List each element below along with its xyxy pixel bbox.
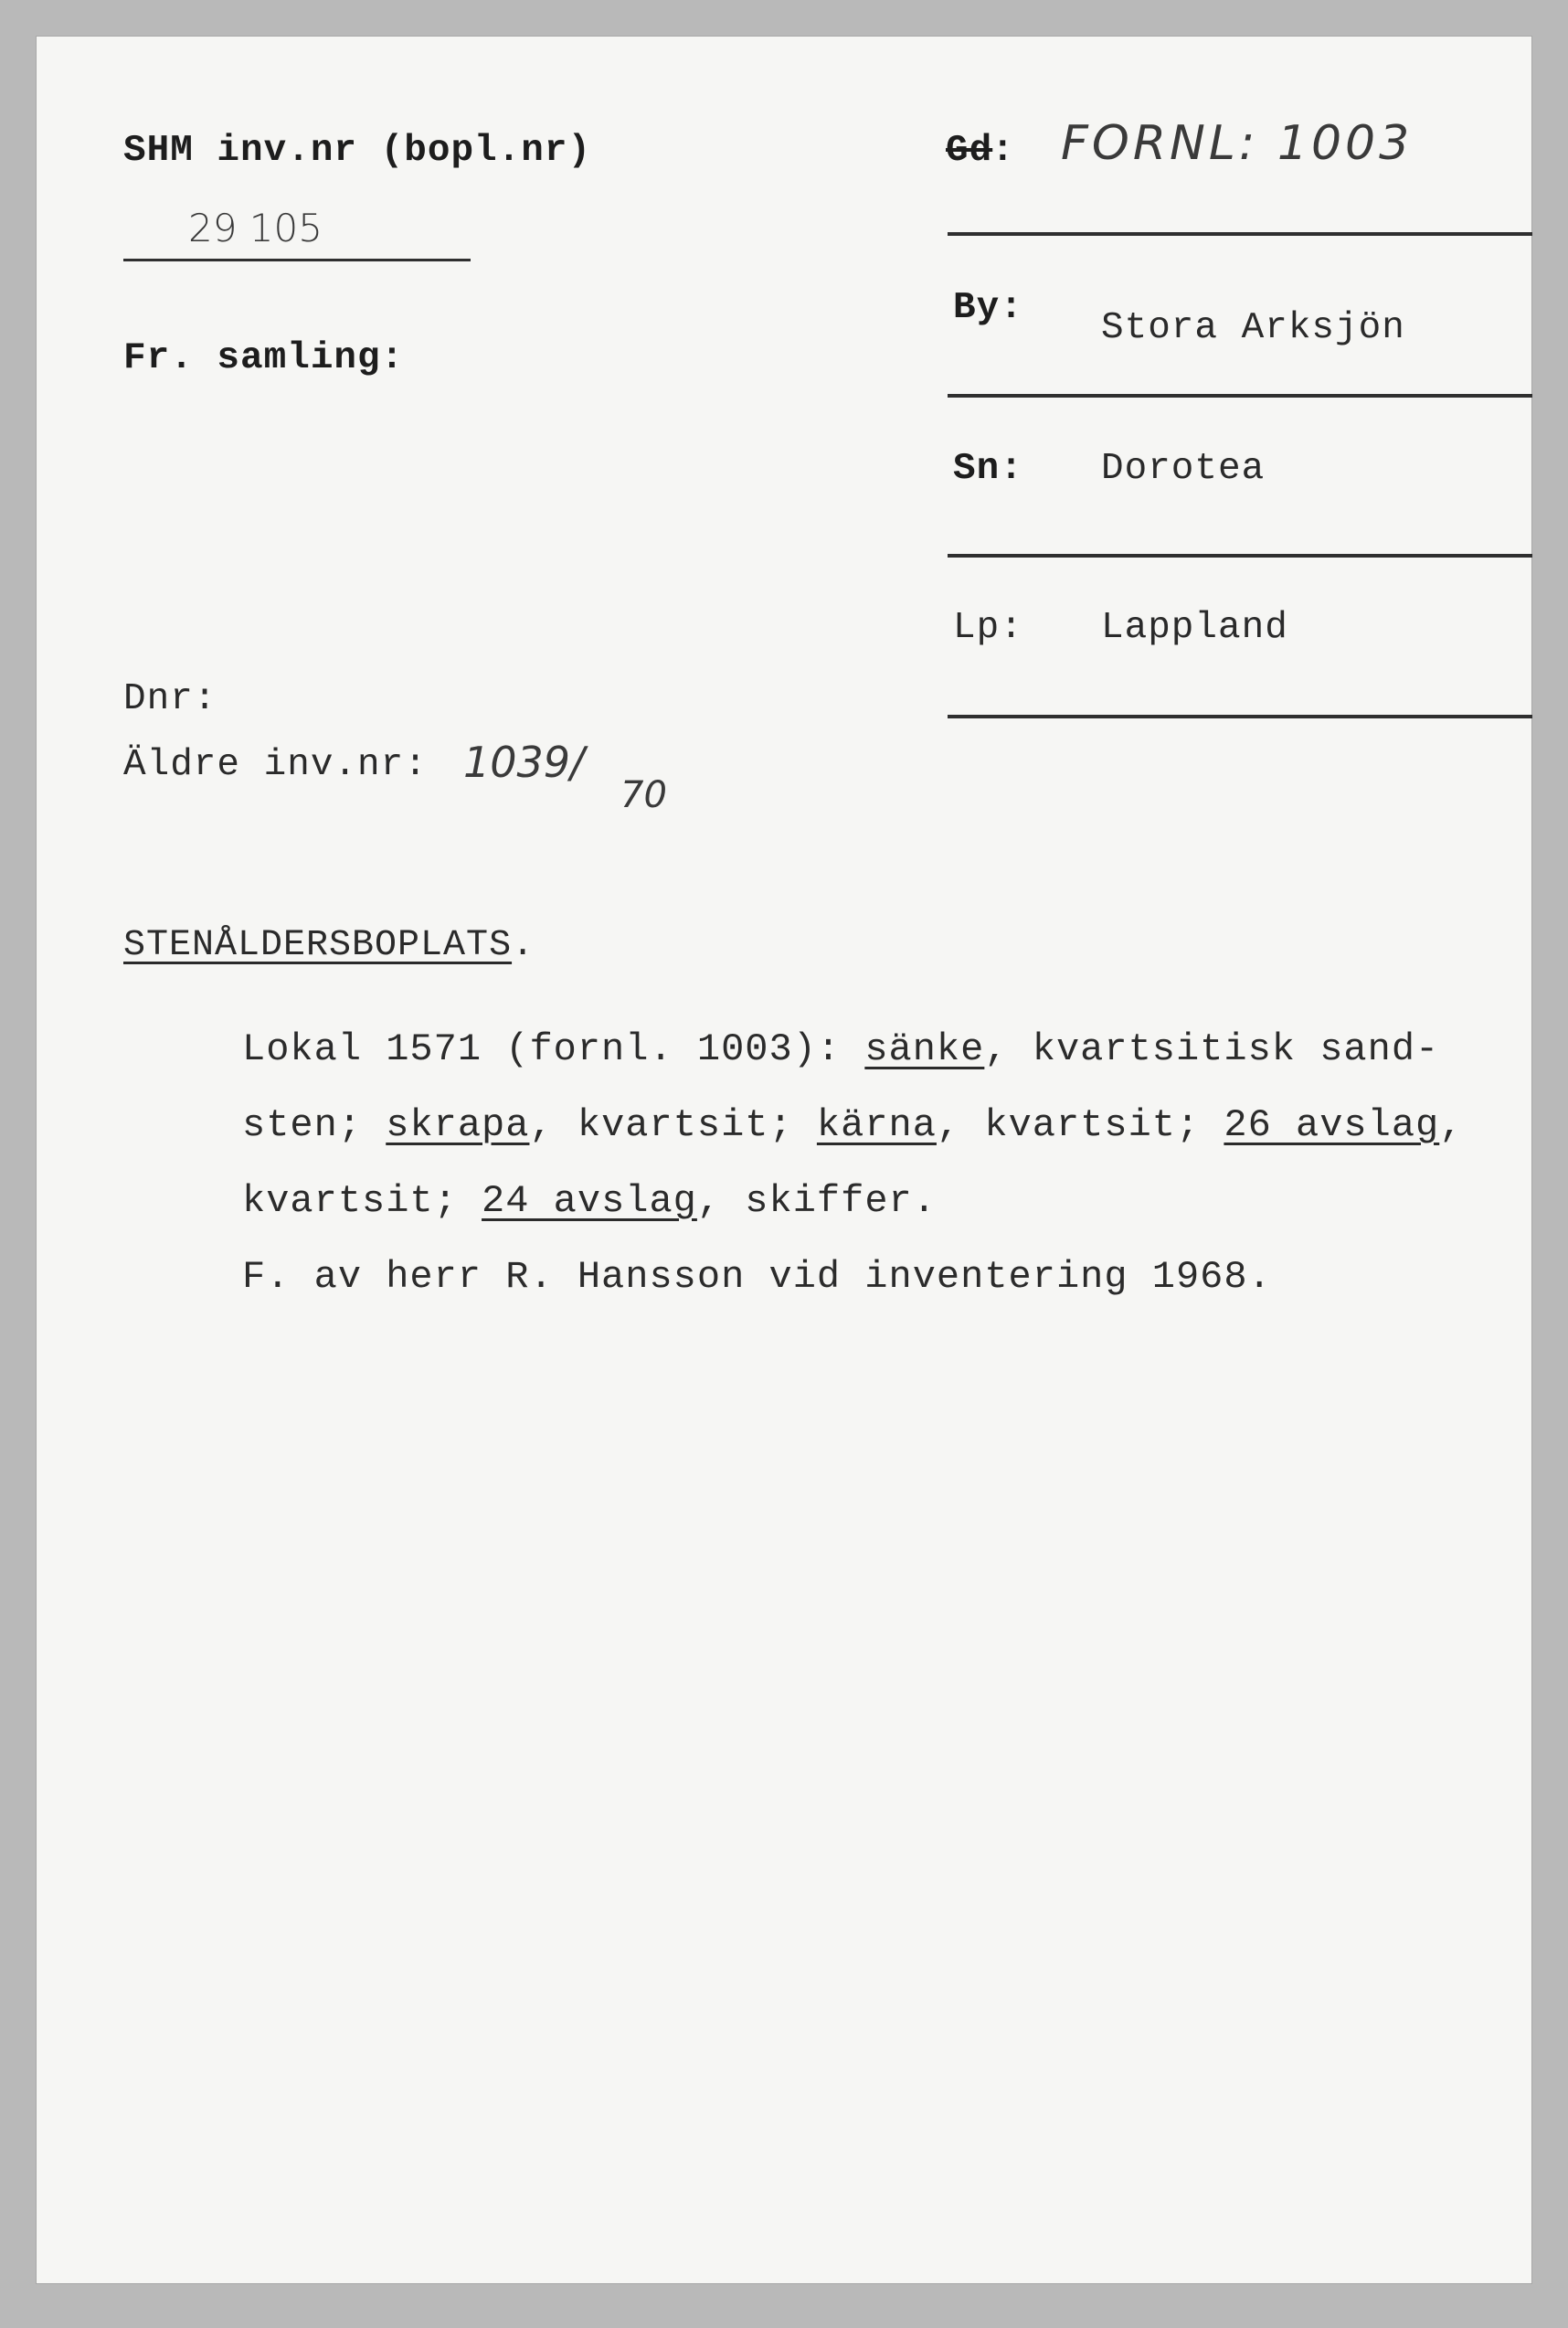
body-text: , skiffer. bbox=[696, 1179, 937, 1223]
find-term: 26 avslag bbox=[1224, 1103, 1440, 1147]
gd-value: FORNL: 1003 bbox=[1061, 116, 1414, 171]
body-text: sten; bbox=[242, 1103, 387, 1147]
body-line-4: F. av herr R. Hansson vid inventering 1968. bbox=[242, 1255, 1272, 1299]
lp-value: Lappland bbox=[1101, 607, 1288, 649]
fr-samling-label: Fr. samling: bbox=[123, 337, 405, 379]
by-rule bbox=[948, 394, 1532, 398]
aldre-label: Äldre inv.nr: bbox=[123, 744, 428, 786]
by-value: Stora Arksjön bbox=[1101, 307, 1405, 349]
gd-rule bbox=[948, 232, 1532, 236]
find-term: sänke bbox=[864, 1027, 985, 1071]
aldre-value-top: 1039/ bbox=[463, 738, 585, 787]
dnr-label: Dnr: bbox=[123, 678, 217, 720]
site-heading-dot: . bbox=[512, 925, 535, 966]
inv-label: SHM inv.nr (bopl.nr) bbox=[123, 130, 592, 172]
body-text: , kvartsit; bbox=[936, 1103, 1224, 1147]
site-heading-text: STENÅLDERSBOPLATS bbox=[123, 925, 513, 966]
lp-rule bbox=[948, 715, 1532, 718]
find-term: 24 avslag bbox=[482, 1179, 697, 1223]
body-text: kvartsit; bbox=[242, 1179, 482, 1223]
by-label: By: bbox=[953, 287, 1023, 329]
gd-colon: : bbox=[991, 130, 1015, 172]
body-line-3 bbox=[242, 1179, 937, 1223]
sn-value: Dorotea bbox=[1101, 448, 1266, 490]
lp-label: Lp: bbox=[953, 607, 1023, 649]
body-text: , kvartsitisk sand- bbox=[984, 1027, 1440, 1071]
body-line-2 bbox=[242, 1103, 1463, 1147]
gd-label: Gd bbox=[946, 130, 993, 172]
find-term: kärna bbox=[816, 1103, 937, 1147]
inv-underline bbox=[123, 259, 471, 261]
body-text: , kvartsit; bbox=[529, 1103, 817, 1147]
sn-rule bbox=[948, 554, 1532, 558]
aldre-value-bottom: 70 bbox=[620, 774, 667, 816]
sn-label: Sn: bbox=[953, 448, 1023, 490]
body-text: Lokal 1571 (fornl. 1003): bbox=[242, 1027, 865, 1071]
catalog-card bbox=[36, 36, 1532, 2284]
site-heading bbox=[123, 925, 535, 966]
find-term: skrapa bbox=[386, 1103, 530, 1147]
inv-value: 29 105 bbox=[188, 206, 323, 250]
body-line-1 bbox=[242, 1027, 1439, 1071]
body-text: , bbox=[1439, 1103, 1464, 1147]
